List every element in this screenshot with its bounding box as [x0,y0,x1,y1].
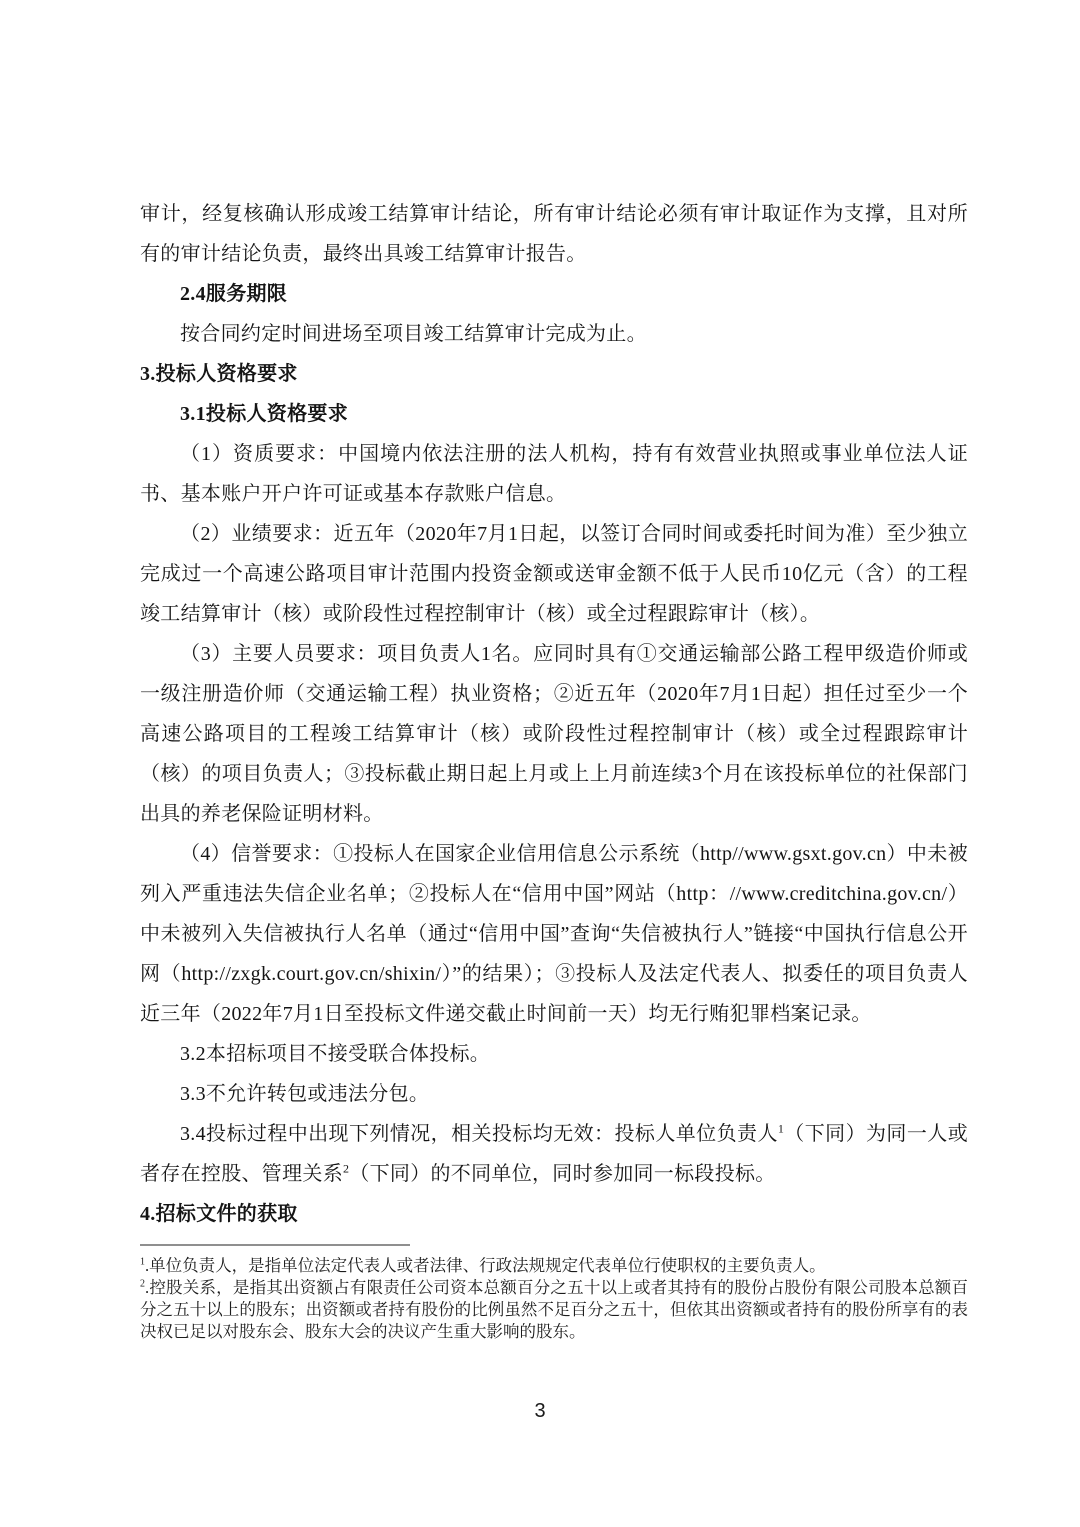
paragraph-3-4-part2: （下同）为同一人或者存在控股、管理关系 [140,1123,968,1185]
heading-3-1-bidder-qualification: 3.1投标人资格要求 [180,403,348,425]
paragraph-2-performance-requirement: （2）业绩要求：近五年（2020年7月1日起，以签订合同时间或委托时间为准）至少独立完成过一个高速公路项目审计范围内投资金额或送审金额不低于人民币10亿元（含）的工程竣工结算审计（核）或阶段性过程控制审计（核）或全过程跟踪审计（核）。 [140,523,968,625]
footnote-section [140,1244,968,1343]
footnote-2-text: .控股关系，是指其出资额占有限责任公司资本总额百分之五十以上或者其持有的股份占股份有限公司股本总额百分之五十以上的股东；出资额或者持有股份的比例虽然不足百分之五十，但依其出资额或者持有的股份所享有的表决权已足以对股东会、股东大会的决议产生重大影响的股东。 [140,1278,968,1341]
footnote-reference-1: 1 [777,1121,785,1136]
page-number: 3 [534,1400,546,1422]
footnote-separator-rule [140,1244,410,1246]
footnote-1-text: .单位负责人，是指单位法定代表人或者法律、行政法规规定代表单位行使职权的主要负责人。 [145,1256,826,1275]
paragraph-3-2-no-consortium: 3.2本招标项目不接受联合体投标。 [180,1043,491,1065]
footnote-reference-2: 2 [343,1161,350,1176]
footnote-2-marker: 2 [140,1278,145,1290]
document-body [140,194,968,1234]
paragraph-3-4-part3: （下同）的不同单位，同时参加同一标段投标。 [349,1163,776,1185]
heading-3-bidder-qualification: 3.投标人资格要求 [140,363,298,385]
heading-4-document-acquisition: 4.招标文件的获取 [140,1203,298,1225]
footnote-1-marker: 1 [140,1256,145,1268]
paragraph-service-period: 按合同约定时间进场至项目竣工结算审计完成为止。 [180,323,647,345]
footnote-2 [140,1277,968,1343]
paragraph-3-3-no-subcontracting: 3.3不允许转包或违法分包。 [180,1083,430,1105]
paragraph-1-qualification-requirement: （1）资质要求：中国境内依法注册的法人机构，持有有效营业执照或事业单位法人证书、基本账户开户许可证或基本存款账户信息。 [140,443,968,505]
paragraph-3-4-part1: 3.4投标过程中出现下列情况，相关投标均无效：投标人单位负责人 [180,1123,778,1145]
paragraph-3-personnel-requirement: （3）主要人员要求：项目负责人1名。应同时具有①交通运输部公路工程甲级造价师或一级注册造价师（交通运输工程）执业资格；②近五年（2020年7月1日起）担任过至少一个高速公路项目的工程竣工结算审计（核）或阶段性过程控制审计（核）或全过程跟踪审计（核）的项目负责人；③投标截止期日起上月或上上月前连续3个月在该投标单位的社保部门出具的养老保险证明材料。 [140,643,968,825]
paragraph-3-4-invalid-bids [140,1114,968,1194]
footnote-1 [140,1255,968,1277]
paragraph-4-credit-requirement: （4）信誉要求：①投标人在国家企业信用信息公示系统（http//www.gsxt.gov.cn）中未被列入严重违法失信企业名单；②投标人在“信用中国”网站（http：//www.creditchina.gov.cn/）中未被列入失信被执行人名单（通过“信用中国”查询“失信被执行人”链接“中国执行信息公开网（http://zxgk.court.gov.cn/shixin/）”的结果）；③投标人及法定代表人、拟委任的项目负责人近三年（2022年7月1日至投标文件递交截止时间前一天）均无行贿犯罪档案记录。 [140,843,968,1025]
heading-2-4-service-period: 2.4服务期限 [180,283,288,305]
paragraph-audit-conclusion-continuation: 审计，经复核确认形成竣工结算审计结论，所有审计结论必须有审计取证作为支撑，且对所有的审计结论负责，最终出具竣工结算审计报告。 [140,203,968,265]
